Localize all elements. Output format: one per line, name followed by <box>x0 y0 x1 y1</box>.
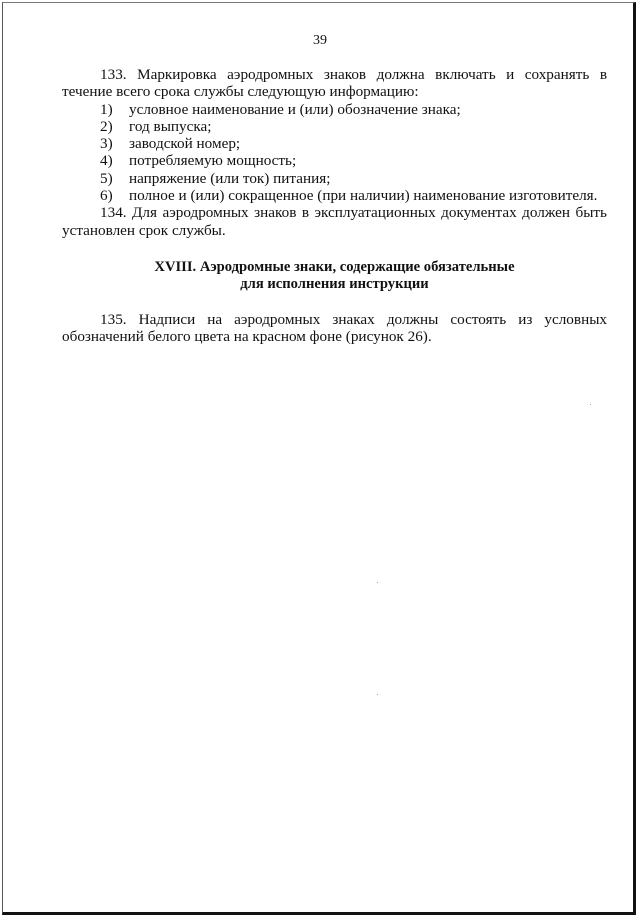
list-item-text: год выпуска; <box>129 117 212 135</box>
paragraph-134: 134. Для аэродромных знаков в эксплуатационных документах должен быть установлен срок службы. <box>62 204 607 239</box>
paragraph-133: 133. Маркировка аэродромных знаков должна включать и сохранять в течение всего срока службы следующую информацию: <box>62 66 607 101</box>
paragraph-135: 135. Надписи на аэродромных знаках должны состоять из условных обозначений белого цвета на красном фоне (рисунок 26). <box>62 310 607 346</box>
list-item-number: 4) <box>100 152 113 170</box>
section-heading <box>62 259 607 293</box>
list-item-text: потребляемую мощность; <box>129 152 297 170</box>
list-item-number: 6) <box>100 187 113 205</box>
document-body <box>62 66 607 346</box>
list-item-number: 5) <box>100 169 113 187</box>
scan-speck <box>590 404 591 405</box>
section-heading-line-1: XVIII. Аэродромные знаки, содержащие обязательные <box>154 258 515 275</box>
info-list <box>62 101 607 205</box>
scan-speck <box>377 582 378 583</box>
list-item-number: 3) <box>100 135 113 153</box>
list-item-number: 1) <box>100 100 113 118</box>
list-item-text: условное наименование и (или) обозначение знака; <box>129 100 461 118</box>
list-item <box>62 118 607 135</box>
list-item-text: заводской номер; <box>129 135 241 153</box>
list-item <box>62 170 607 187</box>
list-item-number: 2) <box>100 117 113 135</box>
list-item <box>62 135 607 152</box>
list-item-text: напряжение (или ток) питания; <box>129 169 331 187</box>
list-item <box>62 187 607 204</box>
page-number: 39 <box>313 33 327 48</box>
list-item <box>62 152 607 169</box>
list-item <box>62 101 607 118</box>
scan-speck <box>377 694 378 695</box>
section-heading-line-2: для исполнения инструкции <box>240 275 429 292</box>
list-item-text: полное и (или) сокращенное (при наличии) наименование изготовителя. <box>129 187 598 205</box>
